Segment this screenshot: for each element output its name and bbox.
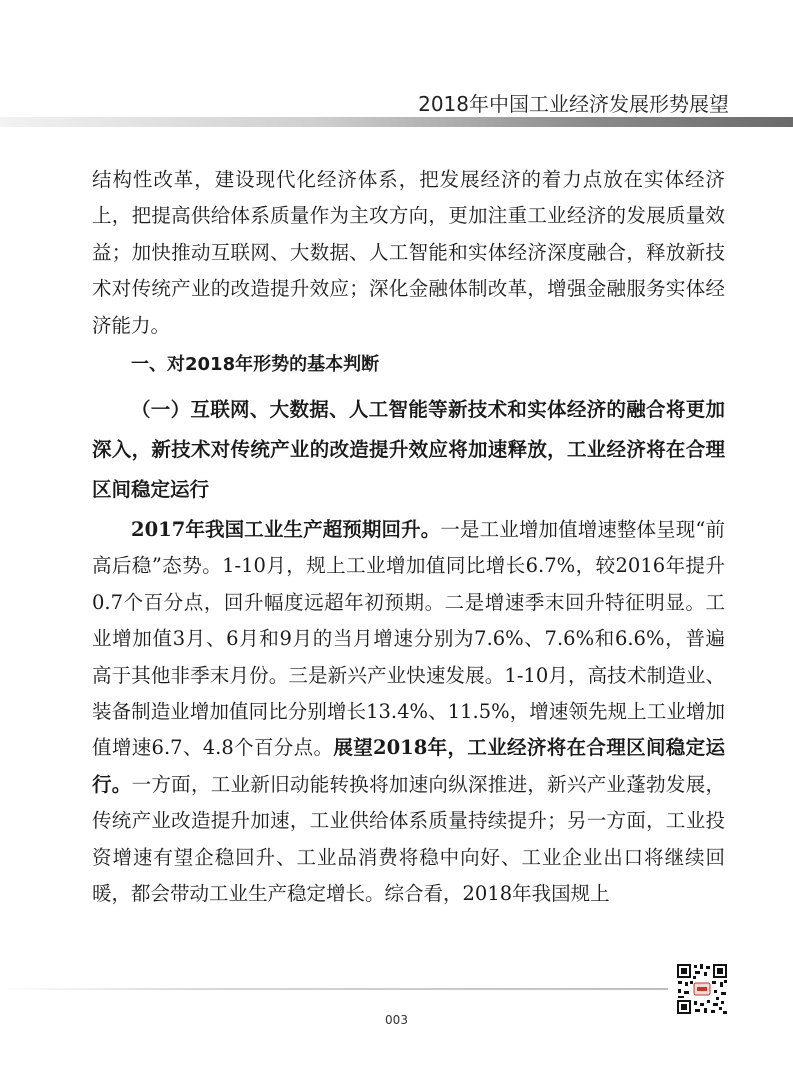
section-heading: 一、对2018年形势的基本判断 (131, 354, 380, 376)
header-title: 2018年中国工业经济发展形势展望 (418, 92, 729, 116)
outlook-sentence: 展望2018年，工业经济将在合理区间稳定运行。 (92, 736, 725, 796)
header-rule (0, 117, 793, 127)
paragraph-continued: 结构性改革，建设现代化经济体系，把发展经济的着力点放在实体经济上，把提高供给体系质量作为主攻方向，更加注重工业经济的发展质量效益；加快推动互联网、大数据、人工智能和实体经济深度融合，释放新技术对传统产业的改造提升效应；深化金融体制改革，增强金融服务实体经济能力。 (92, 168, 725, 337)
subsection-heading: （一）互联网、大数据、人工智能等新技术和实体经济的融合将更加深入，新技术对传统产业的改造提升效应将加速释放，工业经济将在合理区间稳定运行 (92, 398, 725, 502)
paragraph-industrial-output (92, 512, 725, 912)
lead-sentence: 2017年我国工业生产超预期回升。 (131, 518, 441, 542)
document-body (92, 162, 725, 913)
qr-code-icon (676, 963, 728, 1015)
paragraph-tail: 一方面，工业新旧动能转换将加速向纵深推进，新兴产业蓬勃发展，传统产业改造提升加速，工业供给体系质量持续提升；另一方面，工业投资增速有望企稳回升、工业品消费将稳中向好、工业企业出口将继续回暖，都会带动工业生产稳定增长。综合看，2018年我国规上 (92, 772, 725, 906)
footer-rule (0, 988, 668, 990)
page-number: 003 (385, 1013, 408, 1027)
paragraph-body: 一是工业增加值增速整体呈现“前高后稳”态势。1-10月，规上工业增加值同比增长6.7%，较2016年提升0.7个百分点，回升幅度远超年初预期。二是增速季末回升特征明显。工业增加值3月、6月和9月的当月增速分别为7.6%、7.6%和6.6%，普遍高于其他非季末月份。三是新兴产业快速发展。1-10月，高技术制造业、装备制造业增加值同比分别增长13.4%、11.5%，增速领先规上工业增加值增速6.7、4.8个百分点。 (92, 518, 725, 760)
